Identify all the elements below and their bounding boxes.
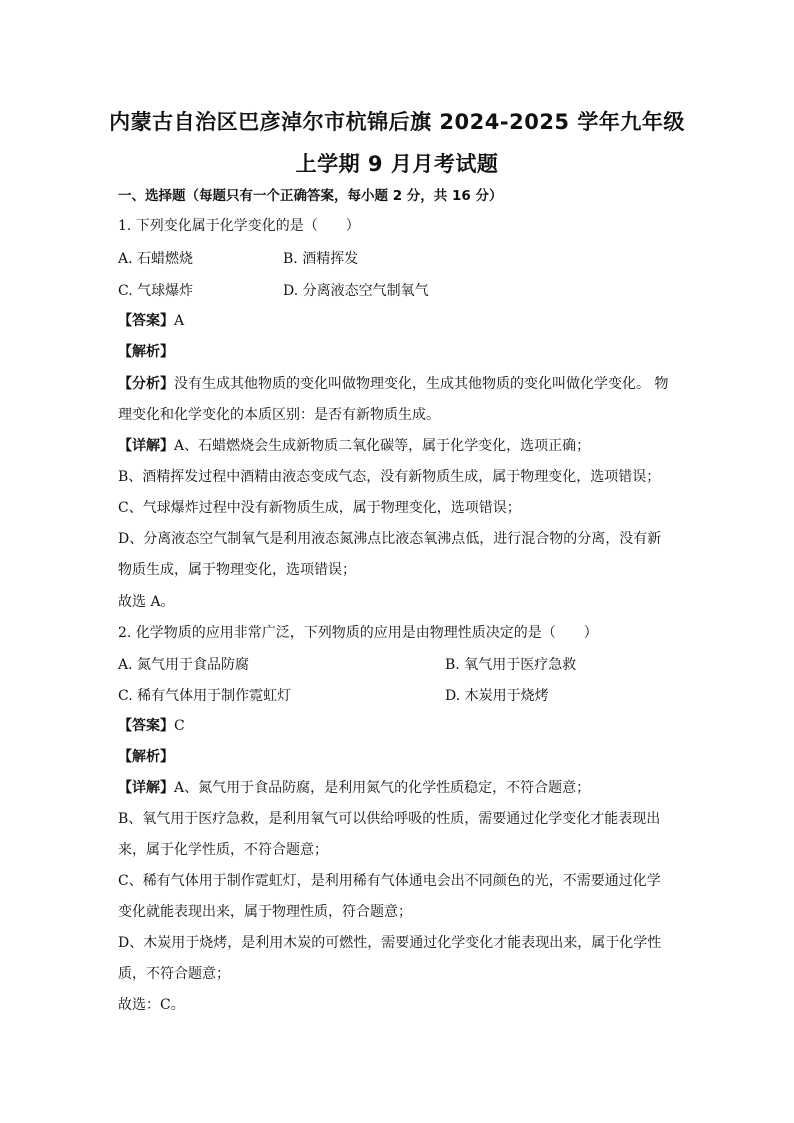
question-2-answer [118, 716, 185, 736]
page-title-line-1: 内蒙古自治区巴彦淖尔市杭锦后旗 2024-2025 学年九年级 [109, 110, 685, 134]
question-1-xiangjie-d-line-1: D、分离液态空气制氧气是利用液态氮沸点比液态氧沸点低，进行混合物的分离，没有新 [118, 531, 662, 547]
question-2-option-d: D. 木炭用于烧烤 [445, 688, 549, 704]
question-1-answer [118, 311, 184, 331]
question-1-xiangjie-a [118, 436, 590, 456]
question-2-xiangjie-c-line-2: 变化就能表现出来，属于物理性质，符合题意； [118, 904, 412, 920]
question-1-conclusion: 故选 A。 [118, 594, 175, 610]
question-1-fenxi-line-2: 理变化和化学变化的本质区别：是否有新物质生成。 [118, 407, 440, 423]
question-2-xiangjie-d-line-2: 质，不符合题意； [118, 966, 230, 982]
answer-value: A [174, 313, 185, 329]
question-2-conclusion: 故选：C。 [118, 997, 185, 1013]
xiangjie-tag: 【详解】 [118, 438, 174, 454]
question-2-xiangjie-d-line-1: D、木炭用于烧烤，是利用木炭的可燃性，需要通过化学变化才能表现出来，属于化学性 [118, 935, 662, 951]
fenxi-tag: 【分析】 [118, 376, 174, 392]
question-2-stem: 2. 化学物质的应用非常广泛，下列物质的应用是由物理性质决定的是（ ） [118, 625, 598, 641]
question-2-option-b: B. 氧气用于医疗急救 [445, 657, 577, 673]
answer-tag: 【答案】 [118, 718, 174, 734]
question-1-option-c: C. 气球爆炸 [118, 283, 194, 299]
xiangjie-text: A、石蜡燃烧会生成新物质二氧化碳等，属于化学变化，选项正确； [174, 438, 591, 454]
question-1-analysis-heading: 【解析】 [118, 344, 174, 360]
answer-value: C [174, 718, 185, 734]
fenxi-text: 没有生成其他物质的变化叫做物理变化，生成其他物质的变化叫做化学变化。 物 [174, 376, 669, 392]
question-1-xiangjie-d-line-2: 物质生成，属于物理变化，选项错误； [118, 562, 356, 578]
answer-tag: 【答案】 [118, 313, 174, 329]
page-title-line-2: 上学期 9 月月考试题 [295, 152, 499, 176]
question-1-option-b: B. 酒精挥发 [283, 251, 359, 267]
question-2-xiangjie-c-line-1: C、稀有气体用于制作霓虹灯，是利用稀有气体通电会出不同颜色的光，不需要通过化学 [118, 873, 661, 889]
question-1-xiangjie-b: B、酒精挥发过程中酒精由液态变成气态，没有新物质生成，属于物理变化，选项错误； [118, 469, 661, 485]
question-2-xiangjie-b-line-1: B、氧气用于医疗急救，是利用氧气可以供给呼吸的性质，需要通过化学变化才能表现出 [118, 811, 661, 827]
question-1-xiangjie-c: C、气球爆炸过程中没有新物质生成，属于物理变化，选项错误； [118, 500, 521, 516]
question-2-xiangjie-b-line-2: 来，属于化学性质，不符合题意； [118, 842, 328, 858]
section-heading: 一、选择题（每题只有一个正确答案，每小题 2 分，共 16 分） [118, 188, 503, 204]
question-1-fenxi-line-1 [118, 374, 668, 394]
question-1-option-a: A. 石蜡燃烧 [118, 251, 194, 267]
question-1-stem: 1. 下列变化属于化学变化的是（ ） [118, 218, 360, 234]
xiangjie-text: A、氮气用于食品防腐，是利用氮气的化学性质稳定，不符合题意； [174, 780, 591, 796]
question-2-xiangjie-a [118, 778, 590, 798]
xiangjie-tag: 【详解】 [118, 780, 174, 796]
question-2-analysis-heading: 【解析】 [118, 749, 174, 765]
question-2-option-a: A. 氮气用于食品防腐 [118, 657, 250, 673]
question-1-option-d: D. 分离液态空气制氧气 [283, 283, 429, 299]
question-2-option-c: C. 稀有气体用于制作霓虹灯 [118, 688, 292, 704]
